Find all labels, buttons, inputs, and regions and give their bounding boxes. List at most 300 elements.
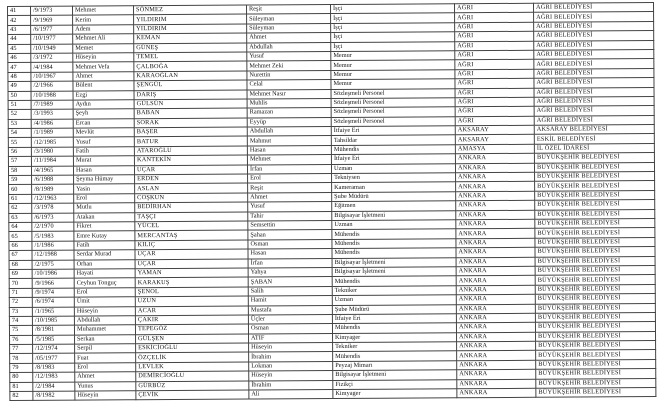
cell-kurum: AĞRI BELEDİYESİ	[534, 50, 654, 60]
cell-baba-adi: Süleyman	[247, 23, 331, 33]
cell-dogum-tarihi: /6/1974	[32, 297, 74, 307]
cell-baba-adi: Süleyman	[247, 14, 331, 24]
cell-sira: 60	[9, 185, 32, 195]
cell-kurum: BÜYÜKŞEHİR BELEDİYESİ	[536, 350, 656, 360]
cell-kurum: BÜYÜKŞEHİR BELEDİYESİ	[535, 256, 655, 266]
cell-dogum-tarihi: /5/1983	[32, 231, 74, 241]
cell-sira: 59	[9, 175, 32, 185]
cell-unvan: İtfaiye Eri	[331, 154, 455, 164]
cell-dogum-tarihi: /6/1977	[31, 25, 73, 35]
cell-baba-adi: İrfan	[248, 258, 332, 268]
cell-dogum-tarihi: /8/1989	[32, 185, 74, 195]
cell-kurum: BÜYÜKŞEHİR BELEDİYESİ	[535, 219, 655, 229]
cell-unvan: Bilgisayar İşletmeni	[333, 370, 457, 380]
cell-sira: 62	[9, 204, 32, 214]
cell-baba-adi: İbrahim	[249, 380, 333, 390]
cell-il: AĞRI	[455, 31, 534, 41]
cell-il: AĞRI	[455, 88, 534, 98]
cell-sira: 58	[8, 166, 31, 176]
cell-il: ANKARA	[457, 370, 536, 380]
cell-soyad: UÇAR	[134, 165, 247, 175]
cell-baba-adi: Ahmet	[248, 192, 332, 202]
cell-kurum: AĞRI BELEDİYESİ	[534, 59, 654, 69]
cell-dogum-tarihi: /9/1966	[32, 278, 74, 288]
cell-baba-adi: Ahmet	[247, 33, 331, 43]
cell-sira: 63	[9, 213, 32, 223]
cell-sira: 64	[9, 222, 32, 232]
cell-baba-adi: Mustafa	[248, 305, 332, 315]
cell-ad: Aydın	[73, 100, 134, 110]
cell-ad: Şeyma Hümay	[74, 175, 135, 185]
cell-kurum: BÜYÜKŞEHİR BELEDİYESİ	[535, 209, 655, 219]
cell-soyad: ERDEN	[135, 174, 248, 184]
cell-ad: Fatih	[74, 240, 135, 250]
cell-il: AĞRI	[454, 3, 533, 13]
cell-baba-adi: Reşit	[248, 183, 332, 193]
cell-il: ANKARA	[456, 304, 535, 314]
cell-ad: Fuat	[75, 353, 136, 363]
cell-il: AĞRI	[455, 22, 534, 32]
cell-sira: 44	[8, 35, 31, 45]
cell-sira: 45	[8, 44, 31, 54]
cell-sira: 74	[9, 316, 32, 326]
cell-baba-adi: Hüseyin	[249, 343, 333, 353]
cell-kurum: AĞRI BELEDİYESİ	[533, 3, 653, 13]
cell-soyad: BATUR	[134, 137, 247, 147]
cell-dogum-tarihi: /9/1973	[31, 6, 73, 16]
cell-dogum-tarihi: /05/1977	[33, 354, 75, 364]
cell-baba-adi: Abdullah	[247, 42, 331, 52]
cell-il: ANKARA	[456, 191, 535, 201]
cell-kurum: İL ÖZEL İDARESİ	[534, 143, 654, 153]
cell-dogum-tarihi: /3/1993	[31, 109, 73, 119]
cell-baba-adi: Ali	[249, 390, 333, 400]
cell-soyad: GÜLSÜN	[134, 99, 247, 109]
cell-soyad: MERCANTAŞ	[135, 230, 248, 240]
cell-il: AMASYA	[455, 144, 534, 154]
cell-sira: 70	[9, 279, 32, 289]
cell-unvan: İşçi	[331, 13, 455, 23]
cell-dogum-tarihi: /9/1969	[31, 15, 73, 25]
cell-unvan: İtfaiye Eri	[332, 314, 456, 324]
cell-ad: Memet	[73, 43, 134, 53]
cell-kurum: BÜYÜKŞEHİR BELEDİYESİ	[536, 331, 656, 341]
cell-soyad: ÇALBOĞA	[134, 61, 247, 71]
cell-kurum: AĞRI BELEDİYESİ	[534, 21, 654, 31]
cell-unvan: Mühendis	[332, 229, 456, 239]
cell-sira: 78	[10, 354, 33, 364]
cell-il: ANKARA	[456, 323, 535, 333]
cell-soyad: BAŞER	[134, 127, 247, 137]
cell-unvan: Kimyager	[333, 389, 457, 399]
cell-dogum-tarihi: /2/1970	[32, 222, 74, 232]
cell-ad: Ahmet	[75, 372, 136, 382]
cell-unvan: İşçi	[331, 41, 455, 51]
cell-kurum: BÜYÜKŞEHİR BELEDİYESİ	[535, 247, 655, 257]
cell-sira: 65	[9, 232, 32, 242]
cell-unvan: Bilgisayar İşletmeni	[332, 257, 456, 267]
cell-unvan: Memur	[331, 51, 455, 61]
cell-baba-adi: ŞABAN	[248, 277, 332, 287]
cell-sira: 49	[8, 81, 31, 91]
cell-baba-adi: İrfan	[247, 164, 331, 174]
cell-ad: Hüseyin	[73, 53, 134, 63]
cell-dogum-tarihi: /12/1974	[33, 344, 75, 354]
cell-ad: Ceyhun Tonguç	[74, 278, 135, 288]
cell-unvan: Memur	[331, 79, 455, 89]
cell-baba-adi: Yusuf	[248, 202, 332, 212]
cell-sira: 55	[8, 138, 31, 148]
cell-dogum-tarihi: /8/1981	[32, 325, 74, 335]
cell-dogum-tarihi: /12/1963	[32, 194, 74, 204]
cell-unvan: Peyzaj Mimarı	[333, 361, 457, 371]
cell-ad: Abdullah	[74, 316, 135, 326]
cell-soyad: ATAROĞLU	[134, 146, 247, 156]
cell-il: ANKARA	[456, 285, 535, 295]
cell-sira: 76	[10, 335, 33, 345]
cell-il: AĞRI	[455, 41, 534, 51]
cell-dogum-tarihi: /4/1986	[31, 119, 73, 129]
cell-sira: 51	[8, 100, 31, 110]
cell-dogum-tarihi: /10/1967	[31, 72, 73, 82]
cell-baba-adi: Hüseyin	[249, 371, 333, 381]
cell-soyad: ÖZÇELİK	[136, 352, 249, 362]
cell-unvan: Uzman	[332, 220, 456, 230]
cell-ad: Mevlüt	[73, 128, 134, 138]
cell-baba-adi: Tahir	[248, 211, 332, 221]
cell-dogum-tarihi: /7/1989	[31, 100, 73, 110]
cell-dogum-tarihi: /6/1988	[32, 175, 74, 185]
cell-dogum-tarihi: /10/1985	[32, 316, 74, 326]
cell-ad: Adem	[73, 25, 134, 35]
cell-unvan: Kimyager	[333, 332, 457, 342]
cell-kurum: BÜYÜKŞEHİR BELEDİYESİ	[535, 312, 655, 322]
cell-baba-adi: Eyyüp	[247, 117, 331, 127]
cell-sira: 50	[8, 91, 31, 101]
cell-ad: Bülent	[73, 81, 134, 91]
cell-unvan: Mühendis	[332, 248, 456, 258]
cell-il: ANKARA	[457, 332, 536, 342]
cell-il: AĞRI	[455, 78, 534, 88]
cell-soyad: KANTEKİN	[134, 155, 247, 165]
cell-il: ANKARA	[455, 163, 534, 173]
cell-soyad: YÜCEL	[135, 221, 248, 231]
cell-ad: Orhan	[74, 259, 135, 269]
cell-unvan: Memur	[331, 69, 455, 79]
cell-ad: Mehmet Vefa	[73, 62, 134, 72]
cell-ad: Muhammet	[74, 325, 135, 335]
cell-ad: Murat	[73, 156, 134, 166]
cell-ad: Mutlu	[74, 203, 135, 213]
cell-dogum-tarihi: /6/1973	[32, 213, 74, 223]
cell-dogum-tarihi: /12/1988	[32, 250, 74, 260]
cell-baba-adi: Celal	[247, 80, 331, 90]
cell-il: ANKARA	[456, 172, 535, 182]
cell-ad: Yasin	[74, 184, 135, 194]
cell-il: AĞRI	[455, 116, 534, 126]
cell-soyad: GÜRBÜZ	[136, 381, 249, 391]
cell-soyad: YAMAN	[135, 268, 248, 278]
cell-sira: 57	[8, 157, 31, 167]
cell-il: ANKARA	[456, 313, 535, 323]
cell-baba-adi: Nurettin	[247, 70, 331, 80]
cell-soyad: KILIÇ	[135, 240, 248, 250]
cell-unvan: Kameraman	[332, 182, 456, 192]
cell-soyad: GÜLŞEN	[136, 334, 249, 344]
cell-soyad: KARAOĞLAN	[134, 71, 247, 81]
cell-il: AĞRI	[455, 60, 534, 70]
cell-il: ANKARA	[457, 379, 536, 389]
cell-kurum: BÜYÜKŞEHİR BELEDİYESİ	[535, 181, 655, 191]
cell-unvan: Mühendis	[333, 351, 457, 361]
cell-unvan: Mühendis	[332, 239, 456, 249]
cell-ad: Serpil	[75, 344, 136, 354]
cell-kurum: AĞRI BELEDİYESİ	[534, 12, 654, 22]
cell-soyad: TEMEL	[134, 52, 247, 62]
cell-kurum: BÜYÜKŞEHİR BELEDİYESİ	[535, 200, 655, 210]
cell-ad: Mehmet Ali	[73, 34, 134, 44]
cell-soyad: YILDIRIM	[134, 24, 247, 34]
cell-unvan: Sözleşmeli Personel	[331, 88, 455, 98]
cell-sira: 68	[9, 260, 32, 270]
cell-baba-adi: Üçler	[248, 314, 332, 324]
cell-sira: 80	[10, 373, 33, 383]
cell-kurum: AĞRI BELEDİYESİ	[534, 87, 654, 97]
cell-soyad: SÖNMEZ	[134, 5, 247, 15]
cell-unvan: Tekniysen	[332, 173, 456, 183]
cell-dogum-tarihi: /11/1984	[31, 156, 73, 166]
cell-unvan: Bilgisayar İşletmeni	[332, 210, 456, 220]
cell-kurum: AĞRI BELEDİYESİ	[534, 40, 654, 50]
cell-baba-adi: Osman	[248, 324, 332, 334]
cell-unvan: Şube Müdürü	[332, 192, 456, 202]
cell-dogum-tarihi: /4/1984	[31, 62, 73, 72]
cell-soyad: TAŞÇI	[135, 212, 248, 222]
cell-dogum-tarihi: /8/1982	[33, 391, 75, 401]
cell-soyad: UÇAR	[135, 249, 248, 259]
cell-ad: Fikret	[74, 222, 135, 232]
cell-dogum-tarihi: /3/1972	[31, 53, 73, 63]
cell-sira: 47	[8, 63, 31, 73]
cell-baba-adi: Hasan	[247, 145, 331, 155]
cell-ad: Mehmet	[73, 6, 134, 16]
cell-sira: 53	[8, 119, 31, 129]
cell-unvan: Mühendis	[332, 276, 456, 286]
cell-soyad: ASLAN	[135, 183, 248, 193]
cell-unvan: Sözleşmeli Personel	[331, 98, 455, 108]
cell-unvan: İşçi	[330, 4, 454, 14]
cell-unvan: Sözleşmeli Personel	[331, 116, 455, 126]
cell-kurum: AĞRI BELEDİYESİ	[534, 31, 654, 41]
cell-dogum-tarihi: /3/1980	[31, 147, 73, 157]
cell-baba-adi: Lokman	[249, 361, 333, 371]
cell-sira: 75	[9, 326, 32, 336]
cell-kurum: BÜYÜKŞEHİR BELEDİYESİ	[536, 341, 656, 351]
cell-sira: 52	[8, 110, 31, 120]
cell-dogum-tarihi: /12/1985	[31, 138, 73, 148]
personnel-table	[7, 2, 656, 401]
cell-ad: Fatih	[73, 147, 134, 157]
cell-il: ANKARA	[457, 351, 536, 361]
cell-soyad: LEVLEK	[136, 362, 249, 372]
cell-sira: 66	[9, 241, 32, 251]
cell-kurum: ESKİL BELEDİYESİ	[534, 134, 654, 144]
cell-ad: Ümit	[74, 297, 135, 307]
cell-baba-adi: Şahan	[248, 230, 332, 240]
cell-baba-adi: Hasan	[248, 249, 332, 259]
cell-baba-adi: Yahya	[248, 267, 332, 277]
cell-sira: 67	[9, 251, 32, 261]
cell-baba-adi: Muhlis	[247, 98, 331, 108]
cell-il: ANKARA	[456, 229, 535, 239]
cell-ad: Hayati	[74, 269, 135, 279]
cell-dogum-tarihi: /12/1983	[33, 372, 75, 382]
cell-il: ANKARA	[456, 219, 535, 229]
cell-dogum-tarihi: /4/1965	[31, 166, 73, 176]
cell-unvan: Uzman	[331, 163, 455, 173]
cell-ad: Şeyh	[73, 109, 134, 119]
cell-ad: Erol	[74, 287, 135, 297]
cell-kurum: AĞRI BELEDİYESİ	[534, 106, 654, 116]
cell-ad: Kerim	[73, 15, 134, 25]
cell-unvan: Eğitmen	[332, 201, 456, 211]
cell-il: ANKARA	[456, 266, 535, 276]
cell-baba-adi: Erol	[248, 174, 332, 184]
cell-unvan: Sözleşmeli Personel	[331, 107, 455, 117]
cell-baba-adi: Salih	[248, 286, 332, 296]
cell-ad: Erol	[75, 363, 136, 373]
cell-baba-adi: Ramazan	[247, 108, 331, 118]
cell-dogum-tarihi: /10/1949	[31, 44, 73, 54]
cell-sira: 77	[10, 344, 33, 354]
cell-soyad: BABAN	[134, 108, 247, 118]
cell-il: ANKARA	[456, 200, 535, 210]
cell-soyad: COŞKUN	[135, 193, 248, 203]
cell-il: ANKARA	[456, 257, 535, 267]
cell-baba-adi: Yusuf	[247, 51, 331, 61]
cell-soyad: ÇEVİK	[136, 390, 249, 400]
cell-baba-adi: ATIF	[249, 333, 333, 343]
cell-sira: 69	[9, 269, 32, 279]
cell-sira: 79	[10, 363, 33, 373]
cell-kurum: BÜYÜKŞEHİR BELEDİYESİ	[536, 388, 656, 398]
cell-il: ANKARA	[456, 182, 535, 192]
cell-ad: Erol	[74, 194, 135, 204]
cell-unvan: Fizikçi	[333, 379, 457, 389]
cell-ad: Serdar Murad	[74, 250, 135, 260]
cell-il: AKSARAY	[455, 135, 534, 145]
cell-il: ANKARA	[456, 210, 535, 220]
cell-soyad: ÇAKIR	[135, 315, 248, 325]
cell-dogum-tarihi: /2/1984	[33, 382, 75, 392]
cell-kurum: BÜYÜKŞEHİR BELEDİYESİ	[534, 162, 654, 172]
cell-soyad: GÜNEŞ	[134, 43, 247, 53]
cell-unvan: İtfaiye Eri	[331, 126, 455, 136]
cell-dogum-tarihi: /9/1974	[32, 288, 74, 298]
cell-il: ANKARA	[455, 154, 534, 164]
cell-il: ANKARA	[457, 360, 536, 370]
cell-dogum-tarihi: /8/1983	[33, 363, 75, 373]
cell-ad: Hasan	[73, 165, 134, 175]
cell-kurum: BÜYÜKŞEHİR BELEDİYESİ	[535, 190, 655, 200]
cell-baba-adi: İbrahim	[249, 352, 333, 362]
cell-soyad: SORAK	[134, 118, 247, 128]
cell-kurum: AĞRI BELEDİYESİ	[534, 78, 654, 88]
cell-dogum-tarihi: /5/1985	[33, 335, 75, 345]
cell-unvan: Mühendis	[331, 145, 455, 155]
cell-kurum: BÜYÜKŞEHİR BELEDİYESİ	[536, 369, 656, 379]
cell-kurum: BÜYÜKŞEHİR BELEDİYESİ	[535, 172, 655, 182]
cell-il: ANKARA	[456, 247, 535, 257]
cell-soyad: DARIŞ	[134, 90, 247, 100]
cell-sira: 81	[10, 382, 33, 392]
cell-sira: 61	[9, 194, 32, 204]
cell-kurum: BÜYÜKŞEHİR BELEDİYESİ	[535, 265, 655, 275]
cell-il: ANKARA	[456, 238, 535, 248]
cell-ad: Hüseyin	[75, 391, 136, 401]
cell-unvan: Tekniker	[333, 342, 457, 352]
cell-baba-adi: Abdullah	[247, 127, 331, 137]
cell-il: ANKARA	[457, 388, 536, 398]
cell-kurum: BÜYÜKŞEHİR BELEDİYESİ	[534, 153, 654, 163]
cell-soyad: DEMİRCİOĞLU	[136, 371, 249, 381]
document-page	[7, 2, 655, 410]
cell-unvan: İşçi	[331, 23, 455, 33]
cell-unvan: Mühendis	[332, 323, 456, 333]
cell-soyad: ŞENOL	[135, 287, 248, 297]
cell-ad: Ercan	[73, 118, 134, 128]
cell-sira: 41	[8, 6, 31, 16]
cell-soyad: ACAR	[135, 306, 248, 316]
cell-ad: Ezgi	[73, 90, 134, 100]
cell-kurum: AĞRI BELEDİYESİ	[534, 115, 654, 125]
cell-il: AĞRI	[455, 97, 534, 107]
cell-soyad: BEDİRHAN	[135, 202, 248, 212]
cell-kurum: BÜYÜKŞEHİR BELEDİYESİ	[535, 303, 655, 313]
cell-il: AĞRI	[455, 107, 534, 117]
cell-soyad: ESKİCİOĞLU	[136, 343, 249, 353]
cell-ad: Ahmet	[73, 71, 134, 81]
cell-soyad: KEMAN	[134, 33, 247, 43]
cell-unvan: Tekniker	[332, 285, 456, 295]
cell-soyad: KARAKUŞ	[135, 277, 248, 287]
cell-ad: Yusuf	[73, 137, 134, 147]
cell-kurum: BÜYÜKŞEHİR BELEDİYESİ	[535, 275, 655, 285]
cell-sira: 48	[8, 72, 31, 82]
cell-soyad: ŞENGÜL	[134, 80, 247, 90]
cell-kurum: BÜYÜKŞEHİR BELEDİYESİ	[535, 228, 655, 238]
cell-sira: 72	[9, 297, 32, 307]
cell-dogum-tarihi: /2/1975	[32, 260, 74, 270]
cell-dogum-tarihi: /1/1989	[31, 128, 73, 138]
cell-baba-adi: Semsettin	[248, 221, 332, 231]
cell-unvan: Memur	[331, 60, 455, 70]
cell-sira: 54	[8, 128, 31, 138]
cell-kurum: BÜYÜKŞEHİR BELEDİYESİ	[535, 294, 655, 304]
cell-soyad: YILDIRIM	[134, 14, 247, 24]
cell-dogum-tarihi: /10/1988	[31, 91, 73, 101]
cell-kurum: BÜYÜKŞEHİR BELEDİYESİ	[535, 237, 655, 247]
cell-baba-adi: Mahmut	[247, 136, 331, 146]
cell-dogum-tarihi: /10/1977	[31, 34, 73, 44]
cell-il: ANKARA	[457, 341, 536, 351]
cell-kurum: BÜYÜKŞEHİR BELEDİYESİ	[536, 378, 656, 388]
cell-sira: 73	[9, 307, 32, 317]
cell-baba-adi: Mehmet Nasır	[247, 89, 331, 99]
cell-kurum: BÜYÜKŞEHİR BELEDİYESİ	[535, 284, 655, 294]
cell-ad: Atakan	[74, 212, 135, 222]
cell-il: AĞRI	[455, 13, 534, 23]
